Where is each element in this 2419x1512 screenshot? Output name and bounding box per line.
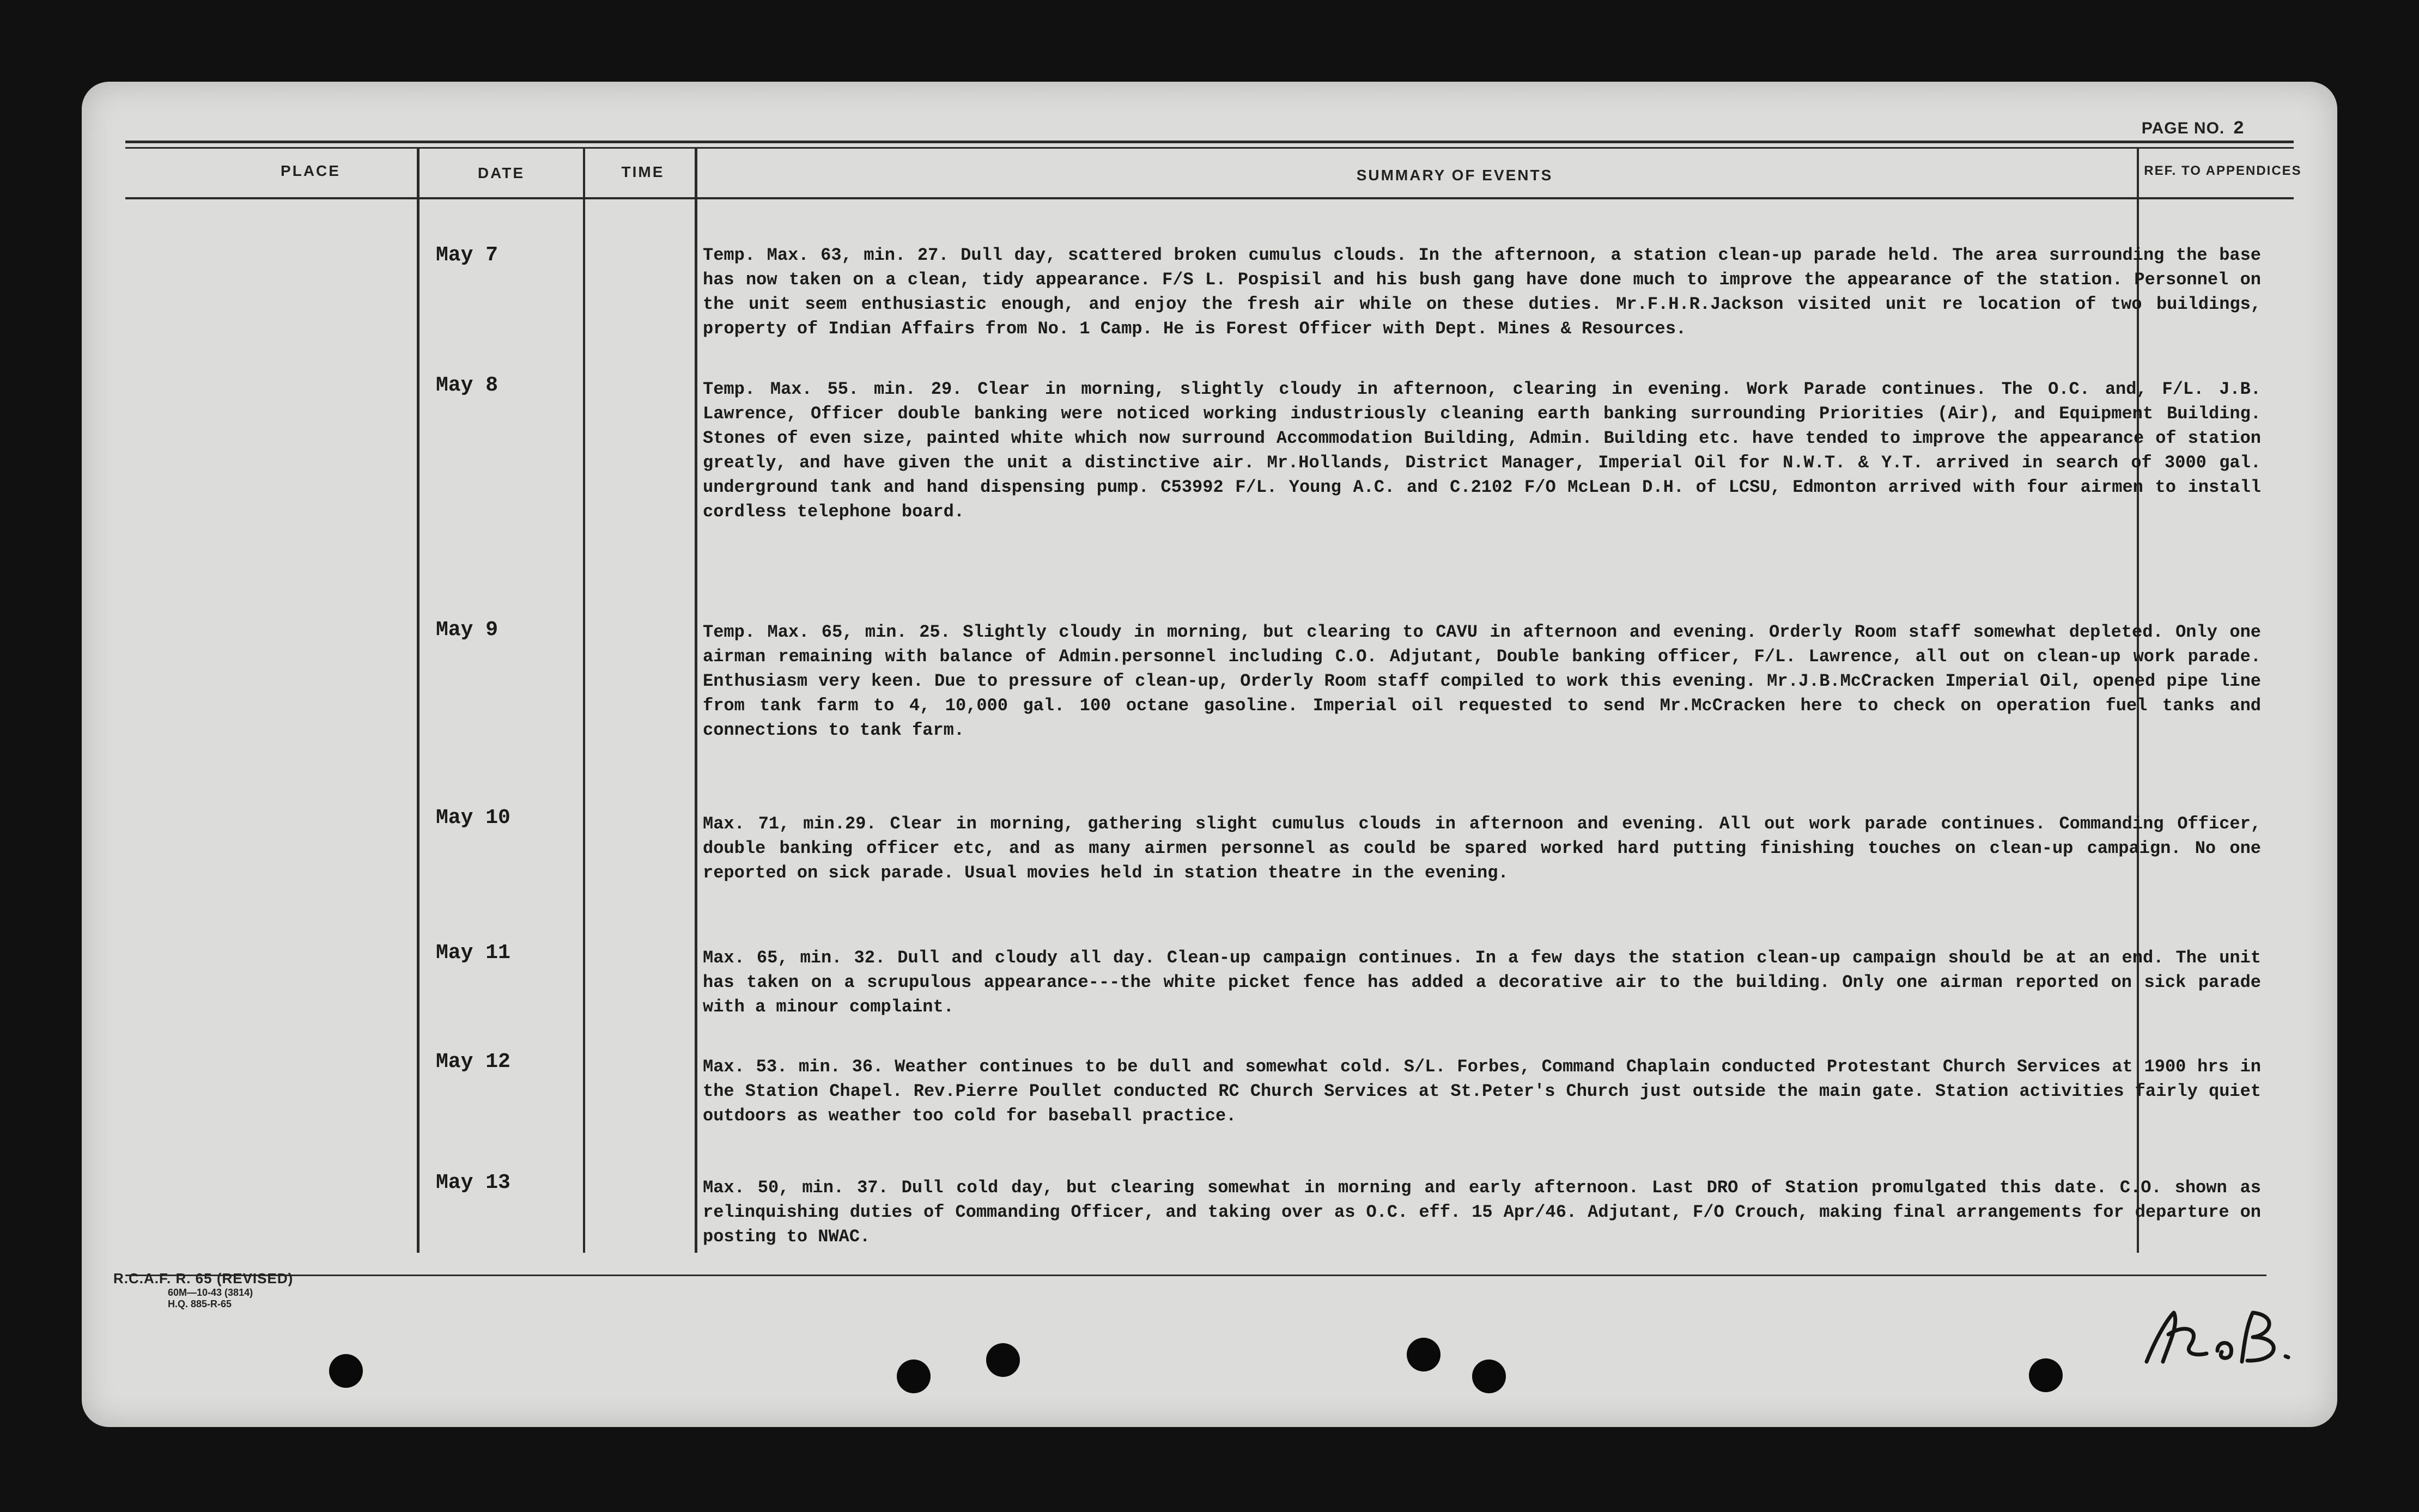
divider-time-summary — [695, 147, 697, 1253]
signature-initials — [2136, 1302, 2299, 1373]
header-second-rule — [125, 147, 2294, 149]
punch-hole — [1472, 1359, 1506, 1393]
column-ref-heading: REF. TO APPENDICES — [2144, 163, 2302, 178]
header-top-rule — [125, 141, 2294, 143]
form-identifier — [113, 1270, 293, 1310]
entry-summary: Temp. Max. 55. min. 29. Clear in morning, slightly cloudy in afternoon, clearing in evening. Work Parade continues. The O.C. and, F/L. J.B. Lawrence, Officer double banking were noticed working industriously cleaning earth banking surrounding Priorities (Air), and Equipment Building. Stones of even size, painted white which now surround Accommodation Building, Admin. Building etc. have tended to improve the appearance of station greatly, and have given the unit a distinctive air. Mr.Hollands, District Manager, Imperial Oil for N.W.T. & Y.T. arrived in search of 3000 gal. underground tank and hand dispensing pump. C53992 F/L. Young A.C. and C.2102 F/O McLean D.H. of LCSU, Edmonton arrived with four airmen to install cordless telephone board. — [703, 379, 2261, 522]
form-print-line: 60M—10-43 (3814) — [168, 1287, 253, 1298]
entry-date: May 11 — [436, 941, 510, 965]
entry-date: May 12 — [436, 1050, 510, 1074]
entry-date: May 7 — [436, 243, 499, 267]
column-place-heading: PLACE — [281, 162, 341, 179]
header-bottom-rule — [125, 197, 2294, 199]
divider-place-date — [417, 147, 420, 1253]
form-number: R.C.A.F. R. 65 (REVISED) — [113, 1270, 294, 1287]
entry-summary: Temp. Max. 65, min. 25. Slightly cloudy in morning, but clearing to CAVU in afternoon and evening. Orderly Room staff somewhat depleted. Only one airman remaining with balance of Admin.personnel including C.O. Adjutant, Double banking officer, F/L. Lawrence, all out on clean-up work parade. Enthusiasm very keen. Due to pressure of clean-up, Orderly Room staff compiled to work this evening. Mr.J.B.McCracken Imperial Oil, opened pipe line from tank farm to 4, 10,000 gal. 100 octane gasoline. Imperial oil requested to send Mr.McCracken here to check on operation fuel tanks and connections to tank farm. — [703, 622, 2261, 740]
entry-summary: Max. 53. min. 36. Weather continues to be dull and somewhat cold. S/L. Forbes, Command Chaplain conducted Protestant Church Services at 1900 hrs in the Station Chapel. Rev.Pierre Poullet conducted RC Church Services at St.Peter's Church just outside the main gate. Station activities fairly quiet outdoors as weather too cold for baseball practice. — [703, 1057, 2261, 1126]
page-label: PAGE NO. — [2141, 119, 2225, 137]
record-card — [82, 82, 2337, 1427]
column-summary-heading: SUMMARY OF EVENTS — [1356, 167, 1553, 184]
entry-summary: Temp. Max. 63, min. 27. Dull day, scattered broken cumulus clouds. In the afternoon, a station clean-up parade held. The area surrounding the base has now taken on a clean, tidy appearance. F/S L. Pospisil and his bush gang have done much to improve the appearance of the station. Personnel on the unit seem enthusiastic enough, and enjoy the fresh air while on these duties. Mr.F.H.R.Jackson visited unit re location of two buildings, property of Indian Affairs from No. 1 Camp. He is Forest Officer with Dept. Mines & Resources. — [703, 245, 2261, 339]
punch-hole — [2029, 1358, 2063, 1392]
entry-date: May 13 — [436, 1171, 510, 1194]
punch-hole — [897, 1359, 931, 1393]
entry-date: May 10 — [436, 806, 510, 830]
entry-date: May 8 — [436, 374, 499, 397]
column-time-heading: TIME — [621, 163, 665, 180]
page-number: 2 — [2233, 119, 2245, 139]
entry-summary: Max. 71, min.29. Clear in morning, gathering slight cumulus clouds in afternoon and evening. All out work parade continues. Commanding Officer, double banking officer etc, and as many airmen personnel as could be spared worked hard putting finishing touches on clean-up campaign. No one reported on sick parade. Usual movies held in station theatre in the evening. — [703, 814, 2261, 883]
column-date-heading: DATE — [477, 164, 525, 181]
divider-date-time — [583, 147, 585, 1253]
entry-date: May 9 — [436, 618, 499, 642]
entry-summary: Max. 65, min. 32. Dull and cloudy all day. Clean-up campaign continues. In a few days the station clean-up campaign should be at an end. The unit has taken on a scrupulous appearance---the white picket fence has added a decorative air to the building. Only one airman reported on sick parade with a minour complaint. — [703, 948, 2261, 1017]
form-hq-line: H.Q. 885-R-65 — [168, 1298, 232, 1309]
footer-rule — [125, 1275, 2266, 1276]
punch-hole — [986, 1343, 1020, 1377]
page-number-label — [2142, 119, 2245, 139]
punch-hole — [329, 1354, 363, 1388]
entry-summary: Max. 50, min. 37. Dull cold day, but clearing somewhat in morning and early afternoon. Last DRO of Station promulgated this date. C.O. shown as relinquishing duties of Commanding Officer, and taking over as O.C. eff. 15 Apr/46. Adjutant, F/O Crouch, making final arrangements for departure on posting to NWAC. — [703, 1178, 2261, 1247]
punch-hole — [1407, 1338, 1441, 1371]
